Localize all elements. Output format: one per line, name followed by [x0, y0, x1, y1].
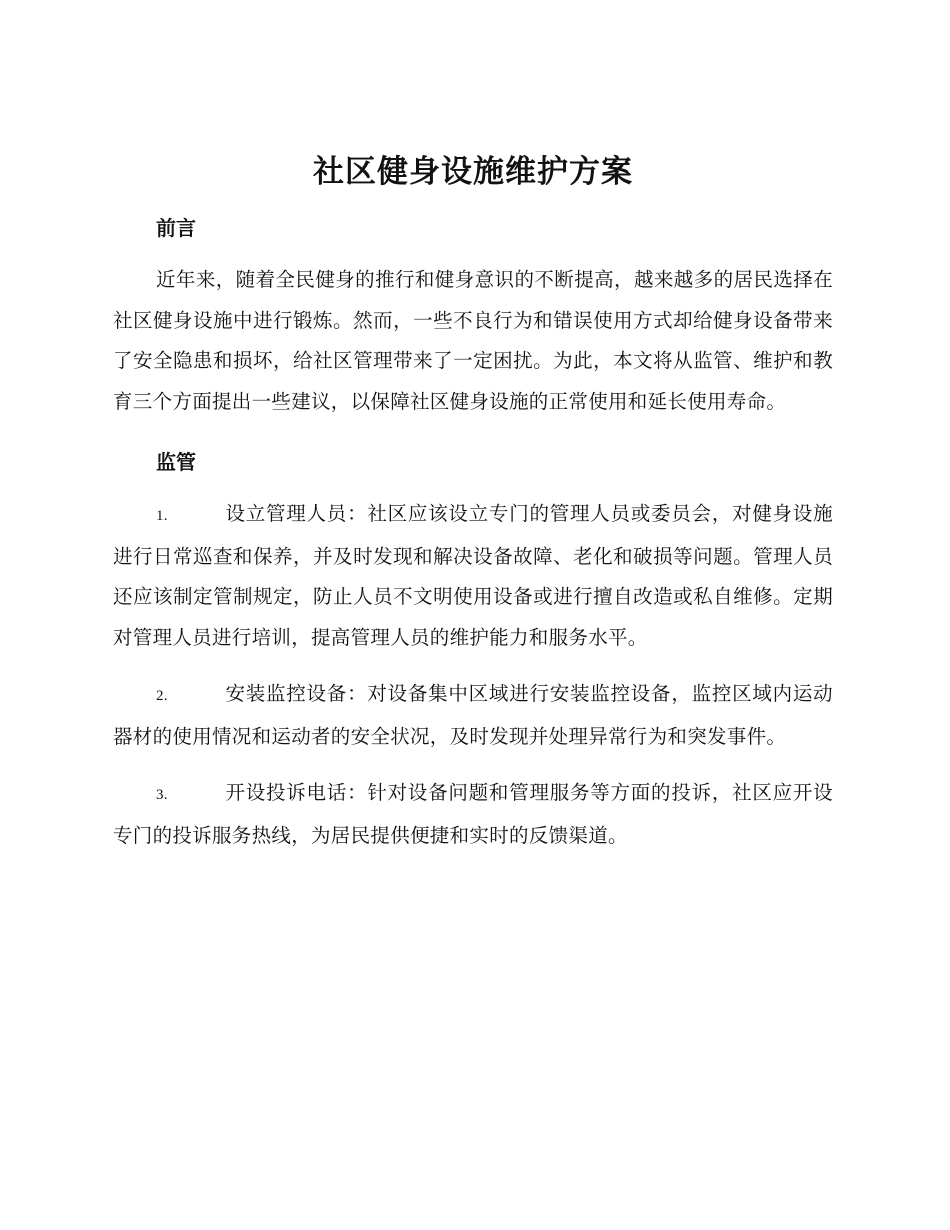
list-item-number: 2.: [156, 688, 168, 704]
list-item: [113, 773, 833, 856]
document-page: [113, 148, 833, 856]
section-heading-preface: 前言: [156, 216, 196, 240]
list-item-number: 3.: [156, 787, 168, 803]
preface-paragraph: 近年来，随着全民健身的推行和健身意识的不断提高，越来越多的居民选择在社区健身设施中进行锻炼。然而，一些不良行为和错误使用方式却给健身设备带来了安全隐患和损坏，给社区管理带来了一定困扰。为此，本文将从监管、维护和教育三个方面提出一些建议，以保障社区健身设施的正常使用和延长使用寿命。: [113, 268, 833, 413]
list-item-text: 设立管理人员：社区应该设立专门的管理人员或委员会，对健身设施进行日常巡查和保养，并及时发现和解决设备故障、老化和破损等问题。管理人员还应该制定管制规定，防止人员不文明使用设备或进行擅自改造或私自维修。定期对管理人员进行培训，提高管理人员的维护能力和服务水平。: [113, 502, 833, 649]
list-item-text: 开设投诉电话：针对设备问题和管理服务等方面的投诉，社区应开设专门的投诉服务热线，为居民提供便捷和实时的反馈渠道。: [113, 781, 833, 847]
list-item-number: 1.: [156, 508, 168, 524]
section-heading-supervision: 监管: [156, 450, 196, 474]
list-item-text: 安装监控设备：对设备集中区域进行安装监控设备，监控区域内运动器材的使用情况和运动者的安全状况，及时发现并处理异常行为和突发事件。: [113, 682, 833, 748]
list-item: [113, 674, 833, 757]
document-title: 社区健身设施维护方案: [313, 154, 633, 190]
list-item: [113, 494, 833, 658]
